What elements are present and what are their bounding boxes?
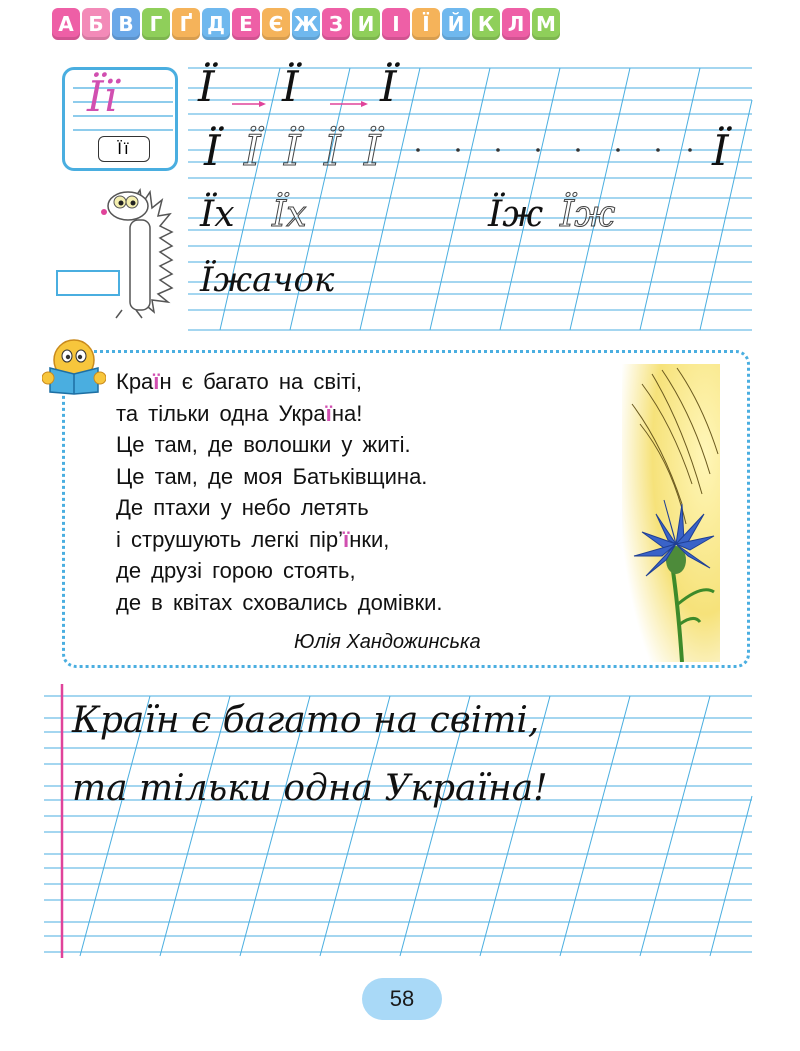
alphabet-tile: Ж — [292, 8, 320, 40]
poem-line-text: і струшують легкі пір’ — [116, 526, 344, 552]
highlight-letter: ї — [153, 369, 160, 394]
reading-emoji-icon — [42, 336, 106, 396]
sample-letter: Ї — [282, 62, 299, 111]
poem-line — [116, 398, 443, 430]
alphabet-tile: Е — [232, 8, 260, 40]
poem-line-text: на! — [331, 400, 363, 426]
poem-line — [116, 492, 443, 524]
trace-word: Їх — [272, 194, 307, 235]
poem-text — [116, 366, 443, 618]
alphabet-tile: Є — [262, 8, 290, 40]
copy-line: Країн є багато на світі, — [72, 700, 540, 741]
alphabet-tile: Ґ — [172, 8, 200, 40]
poem-line — [116, 555, 443, 587]
cornflower-illustration — [622, 364, 720, 662]
sample-word: Їжачок — [200, 260, 335, 300]
poem-line-text: н є багато на світі, — [159, 369, 363, 394]
alphabet-tile: И — [352, 8, 380, 40]
alphabet-tile: Д — [202, 8, 230, 40]
poem-line-text: та тільки одна Укра — [116, 400, 326, 426]
alphabet-tile: К — [472, 8, 500, 40]
sample-letter: Ї — [198, 62, 215, 111]
poem-line-text: де друзі горою стоять, — [116, 558, 356, 583]
poem-line-text: Це там, де волошки у житі. — [116, 432, 411, 457]
trace-word: Їж — [560, 194, 616, 235]
sample-word: Їж — [488, 194, 544, 235]
sample-letter: Ї — [380, 62, 397, 111]
sample-letter: Ї — [712, 126, 729, 175]
poem-line-text: Це там, де моя Батьківщина. — [116, 463, 428, 489]
sample-word: Їх — [200, 194, 235, 235]
alphabet-tile: Г — [142, 8, 170, 40]
poem-author: Юлія Хандожинська — [294, 631, 481, 653]
poem-line-text: Де птахи у небо летять — [116, 495, 369, 520]
letter-print: Її — [98, 136, 150, 162]
poem-line-text: Кра — [116, 369, 154, 394]
highlight-letter: ї — [343, 526, 350, 552]
poem-line — [116, 524, 443, 556]
alphabet-tile: Л — [502, 8, 530, 40]
alphabet-tile: І — [382, 8, 410, 40]
trace-letter: Ї — [324, 126, 341, 175]
poem-line — [116, 587, 443, 619]
copy-line: та тільки одна Україна! — [72, 768, 548, 809]
poem-line — [116, 366, 443, 398]
alphabet-tile: Й — [442, 8, 470, 40]
top-ruled-area — [0, 0, 800, 340]
alphabet-tile: Ї — [412, 8, 440, 40]
sample-letter: Ї — [204, 126, 221, 175]
letter-script: Її — [87, 72, 118, 121]
trace-letter: Ї — [364, 126, 381, 175]
page-number: 58 — [362, 978, 442, 1020]
alphabet-tile: В — [112, 8, 140, 40]
alphabet-tile: Б — [82, 8, 110, 40]
alphabet-tile: А — [52, 8, 80, 40]
alphabet-tile: М — [532, 8, 560, 40]
highlight-letter: ї — [325, 400, 332, 426]
trace-letter: Ї — [284, 126, 301, 175]
alphabet-tile: З — [322, 8, 350, 40]
poem-line-text: де в квітах сховались домівки. — [116, 589, 443, 615]
poem-line — [116, 461, 443, 493]
poem-line-text: нки, — [349, 526, 390, 552]
poem-line — [116, 429, 443, 461]
trace-letter: Ї — [244, 126, 261, 175]
